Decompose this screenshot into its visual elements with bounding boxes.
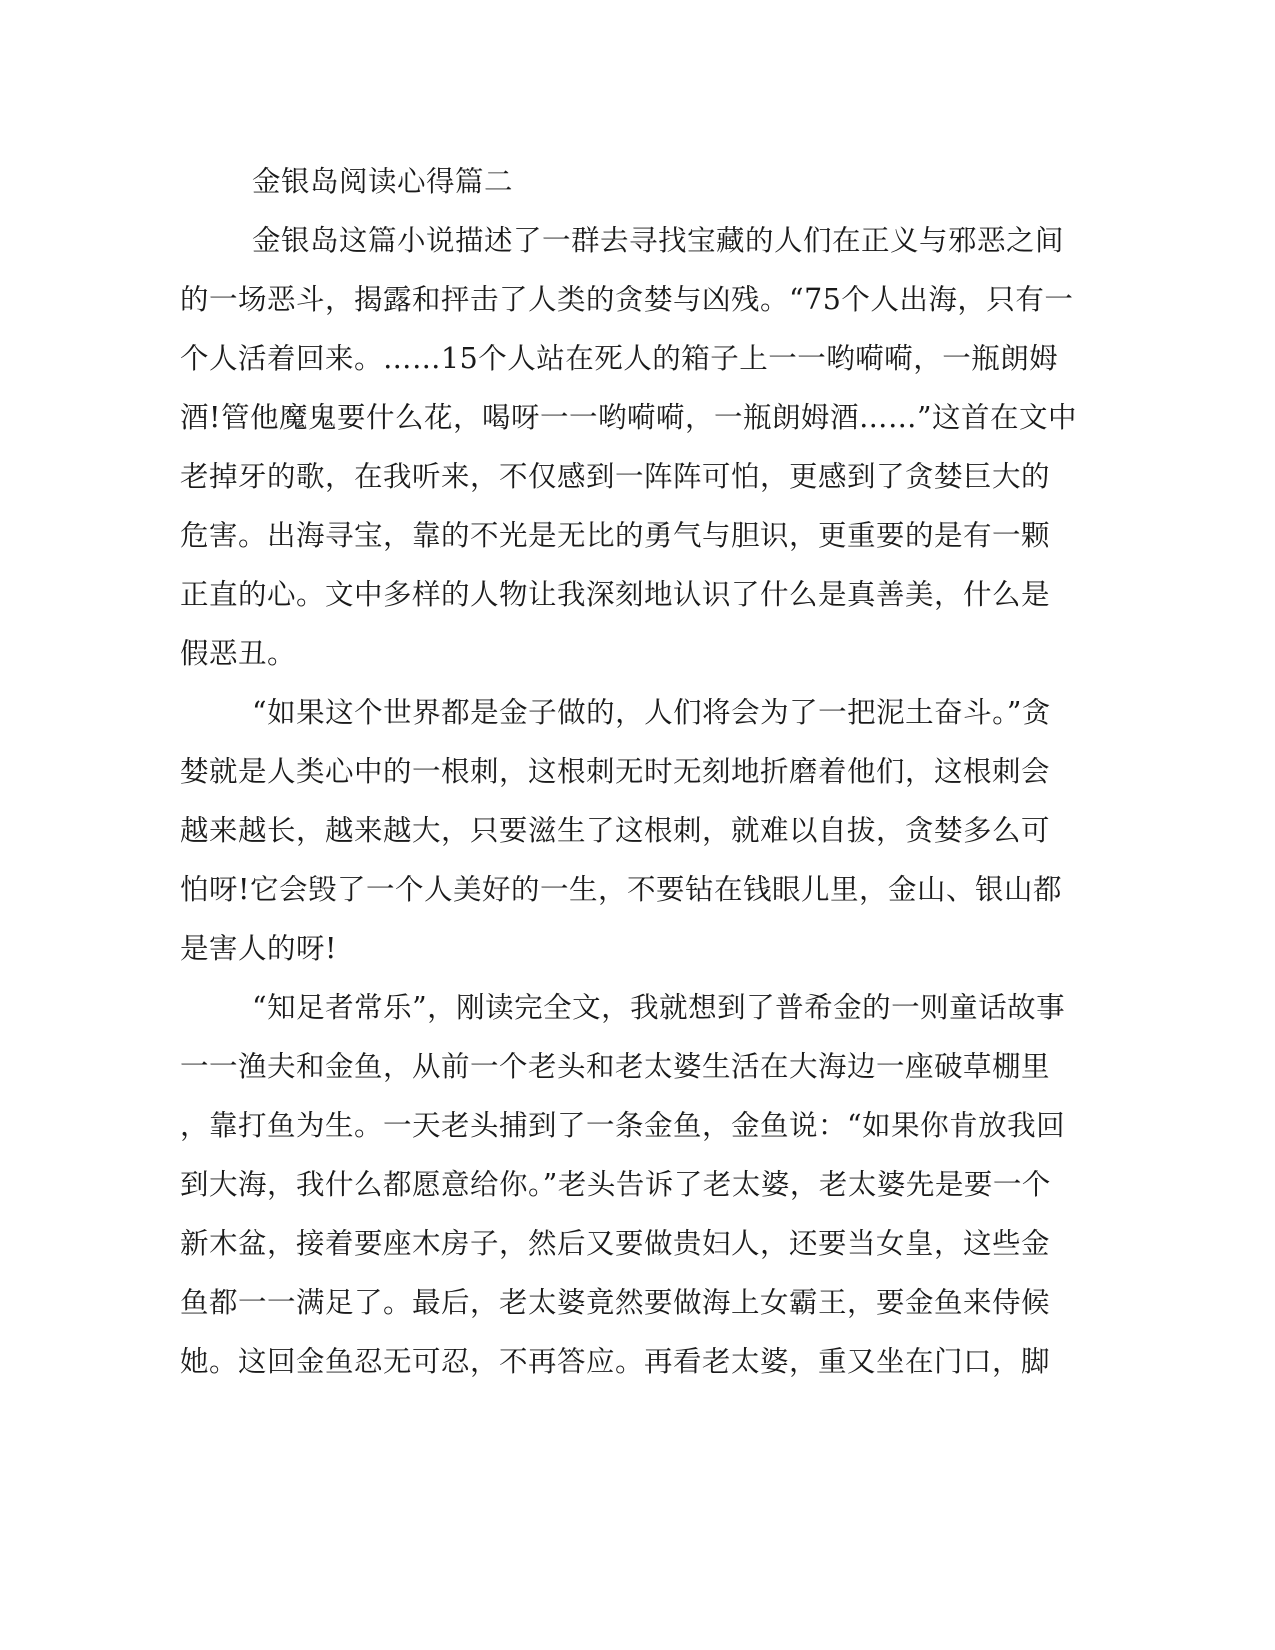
paragraph-3-line-1: “知足者常乐”，刚读完全文，我就想到了普希金的一则童话故事 <box>252 991 1066 1024</box>
paragraph-1-line-2: 的一场恶斗，揭露和抨击了人类的贪婪与凶残。“75个人出海，只有一 <box>180 283 1074 316</box>
paragraph-1-line-5: 老掉牙的歌，在我听来，不仅感到一阵阵可怕，更感到了贪婪巨大的 <box>180 460 1051 493</box>
paragraph-1-line-7: 正直的心。文中多样的人物让我深刻地认识了什么是真善美，什么是 <box>180 578 1051 611</box>
paragraph-1-line-1: 金银岛这篇小说描述了一群去寻找宝藏的人们在正义与邪恶之间 <box>252 224 1065 257</box>
paragraph-2-line-3: 越来越长，越来越大，只要滋生了这根刺，就难以自拔，贪婪多么可 <box>180 814 1051 847</box>
paragraph-3-line-4: 到大海，我什么都愿意给你。”老头告诉了老太婆，老太婆先是要一个 <box>180 1168 1051 1201</box>
paragraph-2-line-5: 是害人的呀! <box>180 932 337 965</box>
paragraph-2-line-2: 婪就是人类心中的一根刺，这根刺无时无刻地折磨着他们，这根刺会 <box>180 755 1051 788</box>
paragraph-1-line-6: 危害。出海寻宝，靠的不光是无比的勇气与胆识，更重要的是有一颗 <box>180 519 1051 552</box>
paragraph-1-line-3: 个人活着回来。……15个人站在死人的箱子上一一哟嗬嗬，一瓶朗姆 <box>180 342 1059 375</box>
paragraph-3-line-7: 她。这回金鱼忍无可忍，不再答应。再看老太婆，重又坐在门口，脚 <box>180 1345 1051 1378</box>
paragraph-2-line-4: 怕呀!它会毁了一个人美好的一生，不要钻在钱眼儿里，金山、银山都 <box>180 873 1062 906</box>
paragraph-3-line-2: 一一渔夫和金鱼，从前一个老头和老太婆生活在大海边一座破草棚里 <box>180 1050 1051 1083</box>
paragraph-1-line-8: 假恶丑。 <box>180 637 297 670</box>
paragraph-3-line-6: 鱼都一一满足了。最后，老太婆竟然要做海上女霸王，要金鱼来侍候 <box>180 1286 1051 1319</box>
paragraph-3-line-5: 新木盆，接着要座木房子，然后又要做贵妇人，还要当女皇，这些金 <box>180 1227 1051 1260</box>
document-title: 金银岛阅读心得篇二 <box>252 165 514 198</box>
paragraph-1-line-4: 酒!管他魔鬼要什么花，喝呀一一哟嗬嗬，一瓶朗姆酒……”这首在文中 <box>180 401 1078 434</box>
paragraph-3-line-3: ，靠打鱼为生。一天老头捕到了一条金鱼，金鱼说：“如果你肯放我回 <box>180 1109 1066 1142</box>
paragraph-2-line-1: “如果这个世界都是金子做的，人们将会为了一把泥土奋斗。”贪 <box>252 696 1051 729</box>
